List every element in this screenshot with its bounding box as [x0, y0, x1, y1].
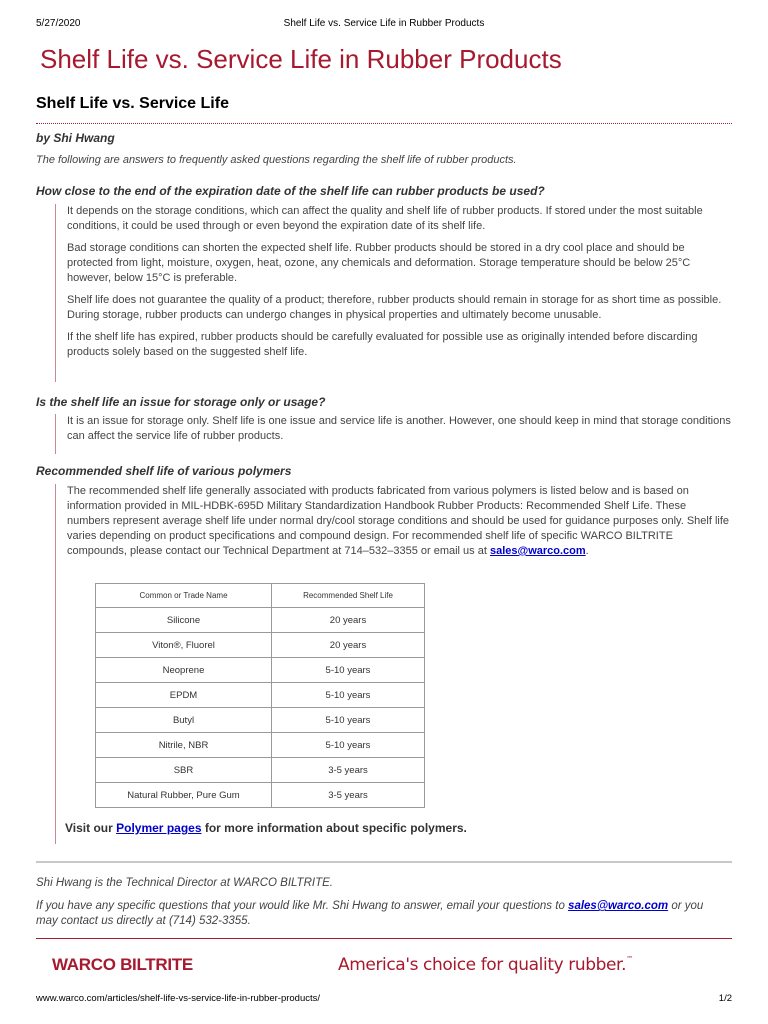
shelf-life-value: 20 years — [272, 633, 425, 658]
warco-biltrite-logo[interactable] — [52, 955, 193, 975]
polymer-name: Nitrile, NBR — [96, 733, 272, 758]
polymer-name: SBR — [96, 758, 272, 783]
print-page-number: 1/2 — [718, 993, 732, 1004]
print-date: 5/27/2020 — [36, 18, 81, 29]
print-url: www.warco.com/articles/shelf-life-vs-service-life-in-rubber-products/ — [36, 993, 321, 1004]
section-title: Shelf Life vs. Service Life — [36, 95, 229, 112]
table-row — [96, 633, 425, 658]
contact-note — [36, 899, 726, 929]
contact-text: If you have any specific questions that your would like Mr. Shi Hwang to answer, email your questions to — [36, 900, 569, 912]
trademark-mark: ™ — [626, 955, 633, 963]
answer-paragraph: It is an issue for storage only. Shelf life is one issue and service life is another. However, one should keep in mind that storage conditions can affect the service life of rubber products. — [67, 415, 731, 442]
faq-answer-2 — [55, 414, 732, 454]
table-row — [96, 683, 425, 708]
faq-question-1: How close to the end of the expiration date of the shelf life can rubber products be used? — [36, 184, 545, 198]
polymer-pages-note — [65, 821, 467, 835]
answer-text-end: . — [585, 545, 589, 557]
answer-paragraph: Shelf life does not guarantee the quality of a product; therefore, rubber products should remain in storage for as short time as possible. During storage, rubber products can undergo changes in physical properties and ultimately become unusable. — [67, 294, 722, 321]
shelf-life-value: 5-10 years — [272, 708, 425, 733]
print-page-title: Shelf Life vs. Service Life in Rubber Products — [283, 18, 485, 29]
sales-email-link[interactable]: sales@warco.com — [489, 545, 586, 557]
answer-paragraph: Bad storage conditions can shorten the expected shelf life. Rubber products should be stored in a dry cool place and should be protected from light, moisture, oxygen, heat, ozone, any chemicals and deformation. Storage temperature should be below 25°C however, below 15°C is preferable. — [67, 242, 691, 284]
faq-question-2: Is the shelf life an issue for storage only or usage? — [36, 395, 326, 409]
print-header — [36, 18, 732, 32]
byline: by Shi Hwang — [36, 131, 115, 145]
answer-paragraph: It depends on the storage conditions, which can affect the quality and shelf life of rubber products. If stored under the most suitable conditions, it could be used through or even beyond the expiration date of its shelf life. — [67, 205, 703, 232]
polymer-name: Butyl — [96, 708, 272, 733]
shelf-life-value: 5-10 years — [272, 733, 425, 758]
table-row — [96, 608, 425, 633]
shelf-life-value: 5-10 years — [272, 683, 425, 708]
content-divider — [36, 861, 732, 863]
section-divider — [36, 123, 732, 124]
shelf-life-value: 5-10 years — [272, 658, 425, 683]
polymer-name: Silicone — [96, 608, 272, 633]
visit-text-end: for more information about specific polymers. — [201, 821, 467, 835]
visit-text: Visit our — [65, 821, 117, 835]
tagline-text: America's choice for quality rubber. — [338, 955, 627, 975]
table-header-shelf-life: Recommended Shelf Life — [272, 584, 425, 608]
shelf-life-value: 3-5 years — [272, 758, 425, 783]
footer-divider — [36, 938, 732, 939]
table-row — [96, 658, 425, 683]
faq-question-3: Recommended shelf life of various polymers — [36, 464, 292, 478]
table-row — [96, 733, 425, 758]
shelf-life-table — [95, 583, 425, 808]
author-bio: Shi Hwang is the Technical Director at WARCO BILTRITE. — [36, 877, 333, 889]
polymer-pages-link[interactable]: Polymer pages — [116, 821, 202, 835]
brand-tagline — [338, 955, 633, 975]
table-header-row — [96, 584, 425, 608]
contact-text-end: or you may contact us directly at (714) 532-3355. — [36, 900, 704, 927]
table-row — [96, 783, 425, 808]
intro-text: The following are answers to frequently asked questions regarding the shelf life of rubber products. — [36, 154, 517, 166]
polymer-name: EPDM — [96, 683, 272, 708]
answer-paragraph — [67, 484, 732, 559]
table-row — [96, 708, 425, 733]
polymer-name: Neoprene — [96, 658, 272, 683]
shelf-life-value: 20 years — [272, 608, 425, 633]
contact-email-link[interactable]: sales@warco.com — [568, 900, 669, 912]
polymer-name: Viton®, Fluorel — [96, 633, 272, 658]
table-row — [96, 758, 425, 783]
logo-text: WARCO BILTRITE — [52, 955, 193, 974]
table-header-name: Common or Trade Name — [96, 584, 272, 608]
polymer-name: Natural Rubber, Pure Gum — [96, 783, 272, 808]
faq-answer-1 — [55, 204, 732, 382]
answer-text: The recommended shelf life generally associated with products fabricated from various polymers is listed below and is based on information provided in MIL-HDBK-695D Military Standardization Handbook Rubber Products: Recommended Shelf Life. These numbers represent average shelf life under normal dry/cool storage conditions and should be used for guidance purposes only. Shelf life varies depending on product specifications and compound design. For recommended shelf life of specific WARCO BILTRITE compounds, please contact our Technical Department at 714–532–3355 or email us at — [67, 485, 730, 557]
page-title: Shelf Life vs. Service Life in Rubber Products — [40, 44, 562, 74]
answer-paragraph: If the shelf life has expired, rubber products should be carefully evaluated for possible use as originally intended before discarding products solely based on the suggested shelf life. — [67, 331, 698, 358]
shelf-life-value: 3-5 years — [272, 783, 425, 808]
